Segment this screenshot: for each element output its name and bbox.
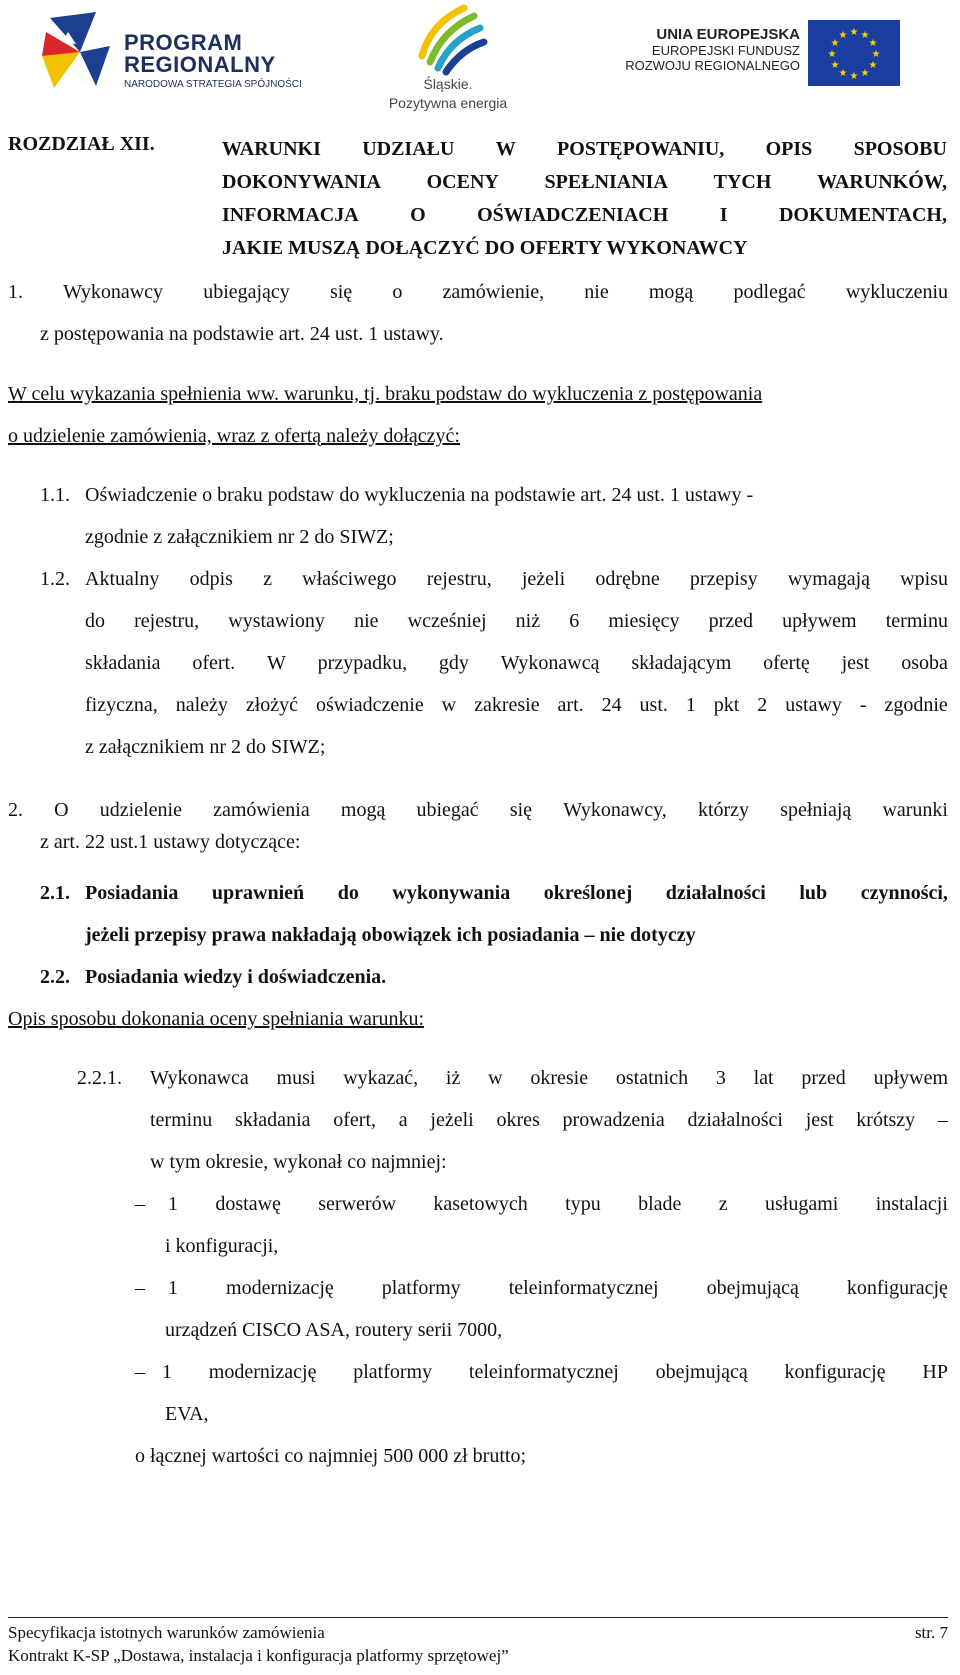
item-2-1-line-1 bbox=[85, 881, 948, 905]
justified-text bbox=[162, 1360, 948, 1384]
word: Posiadania bbox=[85, 882, 179, 904]
word: pkt bbox=[713, 694, 740, 716]
word: działalności bbox=[687, 1109, 783, 1131]
slaskie-logo bbox=[378, 4, 518, 114]
word: odrębne bbox=[595, 568, 660, 590]
word: I bbox=[719, 204, 728, 226]
word: WARUNKÓW, bbox=[817, 171, 947, 193]
program-regionalny-emblem-icon bbox=[40, 12, 120, 90]
word: POSTĘPOWANIU, bbox=[557, 138, 725, 160]
word: jest bbox=[841, 652, 870, 674]
total-value-line: o łącznej wartości co najmniej 500 000 zł brutto; bbox=[135, 1445, 526, 1467]
word: 1 bbox=[162, 1361, 172, 1383]
word: SPOSOBU bbox=[853, 138, 947, 160]
word: przypadku, bbox=[317, 652, 408, 674]
word: O bbox=[410, 204, 426, 226]
word: zamówienia bbox=[213, 799, 310, 821]
word: z bbox=[263, 568, 272, 590]
item-1-2-line-3 bbox=[85, 651, 948, 675]
word: Wykonawcy, bbox=[563, 799, 667, 821]
word: niż bbox=[515, 610, 541, 632]
word: - bbox=[859, 694, 867, 716]
word: przed bbox=[801, 1067, 846, 1089]
paragraph-2-line-1: W celu wykazania spełnienia ww. warunku, tj. braku podstaw do wykluczenia z postępowania bbox=[8, 383, 763, 405]
word: W bbox=[495, 138, 516, 160]
word: oświadczenie bbox=[315, 694, 424, 716]
word: prowadzenia bbox=[562, 1109, 665, 1131]
word: przepisy bbox=[689, 568, 758, 590]
word: TYCH bbox=[713, 171, 772, 193]
word: 6 bbox=[569, 610, 580, 632]
word: OPIS bbox=[765, 138, 813, 160]
word: rejestru, bbox=[426, 568, 492, 590]
bullet-1-line-2: i konfiguracji, bbox=[165, 1235, 279, 1257]
word: składania bbox=[85, 652, 161, 674]
logo-program-line: PROGRAM bbox=[124, 30, 243, 55]
word: okres bbox=[496, 1109, 540, 1131]
word: upływem bbox=[873, 1067, 948, 1089]
justified-text bbox=[168, 1276, 948, 1300]
svg-text:★: ★ bbox=[830, 60, 840, 71]
word: przed bbox=[708, 610, 754, 632]
word: O bbox=[54, 799, 69, 821]
word: 1 bbox=[168, 1277, 178, 1299]
item-1-2-line-5: z załącznikiem nr 2 do SIWZ; bbox=[85, 736, 326, 758]
chapter-label: ROZDZIAŁ XII. bbox=[8, 133, 155, 155]
word: Wykonawcą bbox=[500, 652, 600, 674]
item-1-1-number: 1.1. bbox=[40, 484, 70, 506]
word: typu bbox=[565, 1193, 601, 1215]
svg-text:★: ★ bbox=[838, 30, 848, 41]
word: musi bbox=[276, 1067, 316, 1089]
word: należy bbox=[175, 694, 228, 716]
word: do bbox=[337, 882, 359, 904]
word: do bbox=[85, 610, 105, 632]
word: ustawy bbox=[785, 694, 842, 716]
footer-divider bbox=[8, 1617, 948, 1618]
item-1-2-line-2 bbox=[85, 609, 948, 633]
word: platformy bbox=[381, 1277, 461, 1299]
word: wykonywania bbox=[392, 882, 511, 904]
word: ofertę bbox=[763, 652, 810, 674]
program-regionalny-wordmark bbox=[124, 32, 276, 76]
word: udzielenie bbox=[99, 799, 182, 821]
word: podlegać bbox=[733, 281, 806, 303]
word: blade bbox=[638, 1193, 682, 1215]
word: miesięcy bbox=[608, 610, 680, 632]
word: składającym bbox=[631, 652, 732, 674]
item-2-2-1-line-2 bbox=[150, 1108, 948, 1132]
justified-text bbox=[168, 1192, 948, 1216]
word: 2 bbox=[757, 694, 768, 716]
svg-text:★: ★ bbox=[868, 38, 878, 49]
word: ofert, bbox=[333, 1109, 377, 1131]
word: art. bbox=[557, 694, 584, 716]
word: serwerów bbox=[318, 1193, 397, 1215]
word: WARUNKI bbox=[222, 138, 321, 160]
item-2-2-1-line-1 bbox=[150, 1066, 948, 1090]
bullet-dash: – bbox=[135, 1361, 145, 1383]
word: którzy bbox=[697, 799, 750, 821]
item-1-2-line-1 bbox=[85, 567, 948, 591]
footer-page-number: str. 7 bbox=[914, 1623, 948, 1642]
word: osoba bbox=[901, 652, 948, 674]
word: usługami bbox=[765, 1193, 839, 1215]
justified-text bbox=[85, 881, 948, 905]
slaskie-name: Śląskie. bbox=[423, 76, 473, 92]
word: ubiegać bbox=[416, 799, 479, 821]
item-1-1-line-2: zgodnie z załącznikiem nr 2 do SIWZ; bbox=[85, 526, 394, 548]
svg-text:★: ★ bbox=[827, 49, 837, 60]
item-2-1-line-2: jeżeli przepisy prawa nakładają obowiązek ich posiadania – nie dotyczy bbox=[85, 924, 696, 946]
word: instalacji bbox=[875, 1193, 948, 1215]
word: 3 bbox=[715, 1067, 726, 1089]
paragraph-2-line-2: o udzielenie zamówienia, wraz z ofertą należy dołączyć: bbox=[8, 425, 460, 447]
word: lub bbox=[799, 882, 828, 904]
word: obejmującą bbox=[655, 1361, 748, 1383]
footer-spec-title: Specyfikacja istotnych warunków zamówienia bbox=[8, 1623, 325, 1642]
svg-text:★: ★ bbox=[838, 68, 848, 79]
word: kasetowych bbox=[433, 1193, 528, 1215]
bullet-3-line-2: EVA, bbox=[165, 1403, 209, 1425]
word: jeżeli bbox=[430, 1109, 474, 1131]
word: jest bbox=[805, 1109, 834, 1131]
item-2-2-1-line-3: w tym okresie, wykonał co najmniej: bbox=[150, 1151, 447, 1173]
word: właściwego bbox=[302, 568, 397, 590]
word: UDZIAŁU bbox=[362, 138, 455, 160]
word: konfigurację bbox=[846, 1277, 948, 1299]
evaluation-method-heading: Opis sposobu dokonania oceny spełniania warunku: bbox=[8, 1008, 425, 1030]
bullet-2-line-1 bbox=[168, 1276, 948, 1300]
svg-text:★: ★ bbox=[849, 71, 859, 82]
word: ust. bbox=[639, 694, 668, 716]
program-regionalny-logo bbox=[40, 12, 330, 90]
word: działalności bbox=[665, 882, 766, 904]
svg-text:★: ★ bbox=[830, 38, 840, 49]
word: okresie bbox=[530, 1067, 589, 1089]
word: określonej bbox=[543, 882, 633, 904]
eu-line-1: UNIA EUROPEJSKA bbox=[656, 26, 800, 43]
justified-text bbox=[85, 567, 948, 591]
word: jeżeli bbox=[521, 568, 566, 590]
word: Wykonawcy bbox=[63, 281, 164, 303]
header-logos bbox=[0, 0, 960, 120]
justified-text bbox=[85, 693, 948, 717]
bullet-3-line-1 bbox=[162, 1360, 948, 1384]
word: 2. bbox=[8, 799, 23, 821]
eu-line-2: EUROPEJSKI FUNDUSZ bbox=[651, 43, 800, 58]
word: DOKONYWANIA bbox=[222, 171, 381, 193]
word: ubiegający bbox=[203, 281, 290, 303]
word: o bbox=[392, 281, 403, 303]
paragraph-1-line-2: z postępowania na podstawie art. 24 ust. 1 ustawy. bbox=[40, 323, 444, 345]
word: konfigurację bbox=[784, 1361, 886, 1383]
bullet-dash: – bbox=[135, 1193, 145, 1215]
word: modernizację bbox=[226, 1277, 334, 1299]
word: odpis bbox=[189, 568, 233, 590]
chapter-title-line bbox=[222, 133, 947, 166]
word: Wykonawca bbox=[150, 1067, 249, 1089]
chapter-title-line: JAKIE MUSZĄ DOŁĄCZYĆ DO OFERTY WYKONAWCY bbox=[222, 237, 748, 259]
chapter-title-line bbox=[222, 199, 947, 232]
word: W bbox=[266, 652, 286, 674]
word: w bbox=[441, 694, 457, 716]
item-2-2-text: Posiadania wiedzy i doświadczenia. bbox=[85, 966, 387, 988]
word: platformy bbox=[353, 1361, 433, 1383]
justified-text bbox=[150, 1066, 948, 1090]
item-1-2-number: 1.2. bbox=[40, 568, 70, 590]
item-2-2-number: 2.2. bbox=[40, 966, 70, 988]
word: rejestru, bbox=[134, 610, 200, 632]
bullet-2-line-2: urządzeń CISCO ASA, routery serii 7000, bbox=[165, 1319, 503, 1341]
item-1-2-line-4 bbox=[85, 693, 948, 717]
word: składania bbox=[234, 1109, 311, 1131]
word: Aktualny bbox=[85, 568, 160, 590]
word: iż bbox=[445, 1067, 461, 1089]
word: gdy bbox=[438, 652, 469, 674]
svg-text:★: ★ bbox=[868, 60, 878, 71]
word: się bbox=[329, 281, 353, 303]
word: się bbox=[509, 799, 533, 821]
word: 1 bbox=[168, 1193, 178, 1215]
word: modernizację bbox=[208, 1361, 317, 1383]
word: 1 bbox=[685, 694, 696, 716]
word: wcześniej bbox=[407, 610, 487, 632]
word: mogą bbox=[340, 799, 386, 821]
word: ofert. bbox=[192, 652, 236, 674]
word: fizyczna, bbox=[85, 694, 158, 716]
word: OCENY bbox=[426, 171, 499, 193]
word: – bbox=[937, 1109, 948, 1131]
word: krótszy bbox=[856, 1109, 916, 1131]
paragraph-3-line-2: z art. 22 ust.1 ustawy dotyczące: bbox=[40, 831, 301, 853]
justified-text bbox=[8, 280, 948, 304]
paragraph-1-line-1 bbox=[8, 280, 948, 304]
word: teleinformatycznej bbox=[508, 1277, 659, 1299]
word: warunki bbox=[882, 799, 948, 821]
logo-regionalny-line: REGIONALNY bbox=[124, 52, 276, 77]
word: mogą bbox=[648, 281, 694, 303]
item-2-1-number: 2.1. bbox=[40, 882, 70, 904]
footer-contract-title: Kontrakt K-SP „Dostawa, instalacja i konfiguracja platformy sprzętowej” bbox=[8, 1646, 509, 1665]
word: SPEŁNIANIA bbox=[544, 171, 668, 193]
word: upływem bbox=[782, 610, 857, 632]
item-1-1-line-1: Oświadczenie o braku podstaw do wykluczenia na podstawie art. 24 ust. 1 ustawy - bbox=[85, 484, 754, 506]
word: nie bbox=[584, 281, 609, 303]
word: uprawnień bbox=[211, 882, 305, 904]
chapter-title-line bbox=[222, 166, 947, 199]
item-2-2-1-number: 2.2.1. bbox=[77, 1067, 122, 1089]
svg-text:★: ★ bbox=[849, 27, 859, 38]
word: HP bbox=[922, 1361, 948, 1383]
word: złożyć bbox=[245, 694, 299, 716]
word: OŚWIADCZENIACH bbox=[477, 204, 669, 226]
bullet-dash: – bbox=[135, 1277, 145, 1299]
logo-strategy-subtitle: NARODOWA STRATEGIA SPÓJNOŚCI bbox=[124, 79, 302, 90]
word: zamówienie, bbox=[442, 281, 545, 303]
word: lat bbox=[753, 1067, 774, 1089]
word: zakresie bbox=[474, 694, 540, 716]
word: wykazać, bbox=[343, 1067, 419, 1089]
slaskie-tagline: Pozytywna energia bbox=[388, 95, 508, 111]
word: terminu bbox=[885, 610, 948, 632]
word: wykluczeniu bbox=[845, 281, 948, 303]
word: teleinformatycznej bbox=[468, 1361, 619, 1383]
svg-text:★: ★ bbox=[860, 30, 870, 41]
word: spełniają bbox=[780, 799, 852, 821]
justified-text bbox=[85, 651, 948, 675]
word: dostawę bbox=[215, 1193, 281, 1215]
svg-text:★: ★ bbox=[871, 49, 881, 60]
word: zgodnie bbox=[884, 694, 948, 716]
word: wpisu bbox=[900, 568, 948, 590]
word: czynności, bbox=[860, 882, 948, 904]
word: terminu bbox=[150, 1109, 213, 1131]
word: w bbox=[488, 1067, 503, 1089]
word: z bbox=[718, 1193, 728, 1215]
word: INFORMACJA bbox=[222, 204, 359, 226]
word: nie bbox=[354, 610, 379, 632]
word: a bbox=[398, 1109, 408, 1131]
bullet-1-line-1 bbox=[168, 1192, 948, 1216]
word: DOKUMENTACH, bbox=[778, 204, 947, 226]
paragraph-3-line-1 bbox=[8, 798, 948, 822]
word: 24 bbox=[601, 694, 622, 716]
chapter-title bbox=[222, 133, 947, 265]
eu-wordmark bbox=[625, 26, 800, 73]
justified-text bbox=[8, 798, 948, 822]
justified-text bbox=[150, 1108, 948, 1132]
word: wystawiony bbox=[228, 610, 325, 632]
word: 1. bbox=[8, 281, 23, 303]
svg-text:★: ★ bbox=[860, 68, 870, 79]
eu-logo bbox=[620, 20, 900, 92]
eu-line-3: ROZWOJU REGIONALNEGO bbox=[625, 58, 800, 73]
word: obejmującą bbox=[706, 1277, 799, 1299]
slaskie-waves-icon bbox=[408, 4, 488, 76]
word: wymagają bbox=[787, 568, 871, 590]
eu-flag-icon bbox=[808, 20, 900, 86]
word: ostatnich bbox=[615, 1067, 689, 1089]
justified-text bbox=[85, 609, 948, 633]
